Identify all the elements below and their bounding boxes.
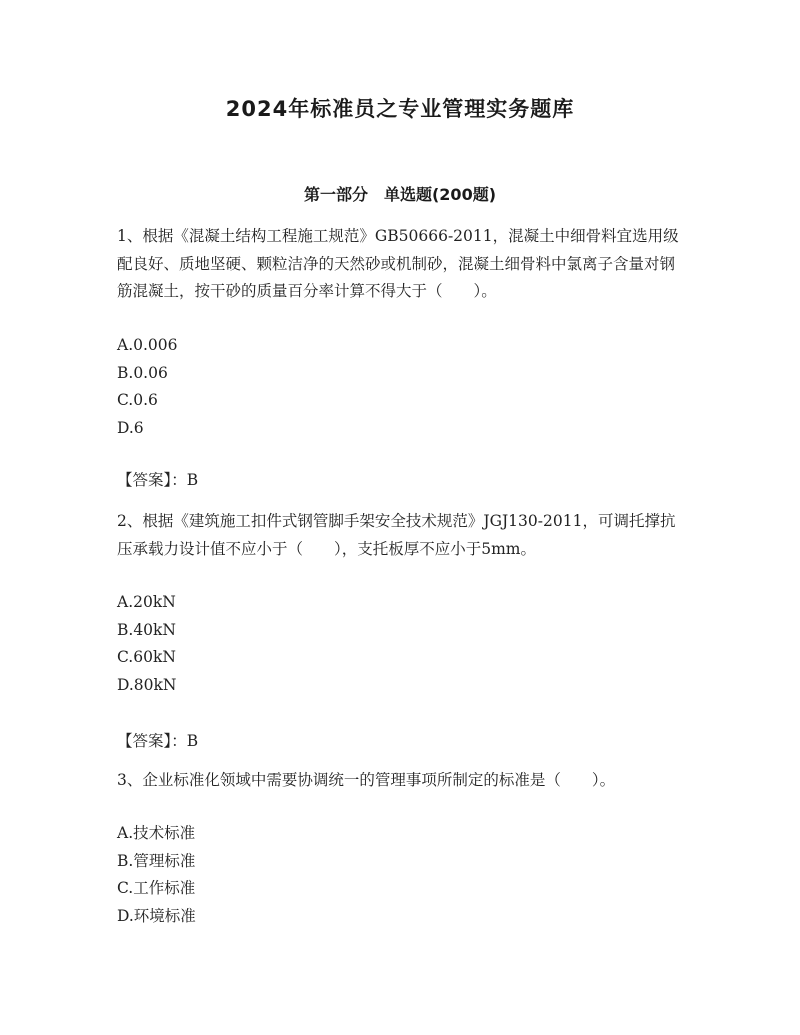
question-2-text: 2、根据《建筑施工扣件式钢管脚手架安全技术规范》JGJ130-2011，可调托撑抗压承载力设计值不应小于（ ），支托板厚不应小于5mm。 <box>117 512 676 558</box>
option-d: D.80kN <box>117 675 177 694</box>
option-b: B.管理标准 <box>117 851 196 870</box>
question-2-options <box>117 589 677 699</box>
question-2-answer: 【答案】：B <box>117 732 199 750</box>
section-title: 第一部分 单选题(200题) <box>303 185 497 204</box>
question-3-text: 3、企业标准化领域中需要协调统一的管理事项所制定的标准是（ ）。 <box>117 771 616 789</box>
option-a: A.0.006 <box>117 336 178 354</box>
option-b: B.0.06 <box>117 363 168 382</box>
option-b: B.40kN <box>117 620 176 639</box>
question-1-answer: 【答案】：B <box>117 471 199 489</box>
question-1-options <box>117 332 677 442</box>
option-d: D.6 <box>117 418 144 437</box>
option-a: A.20kN <box>117 593 176 611</box>
document-title: 2024年标准员之专业管理实务题库 <box>225 97 575 121</box>
question-1-text: 1、根据《混凝土结构工程施工规范》GB50666-2011，混凝土中细骨料宜选用级配良好、质地坚硬、颗粒洁净的天然砂或机制砂，混凝土细骨料中氯离子含量对钢筋混凝土，按干砂的质量百分率计算不得大于（ ）。 <box>117 227 679 300</box>
option-c: C.60kN <box>117 648 176 666</box>
option-d: D.环境标准 <box>117 906 196 925</box>
option-a: A.技术标准 <box>117 824 196 842</box>
option-c: C.工作标准 <box>117 879 196 897</box>
question-3-options <box>117 820 677 930</box>
option-c: C.0.6 <box>117 391 158 409</box>
